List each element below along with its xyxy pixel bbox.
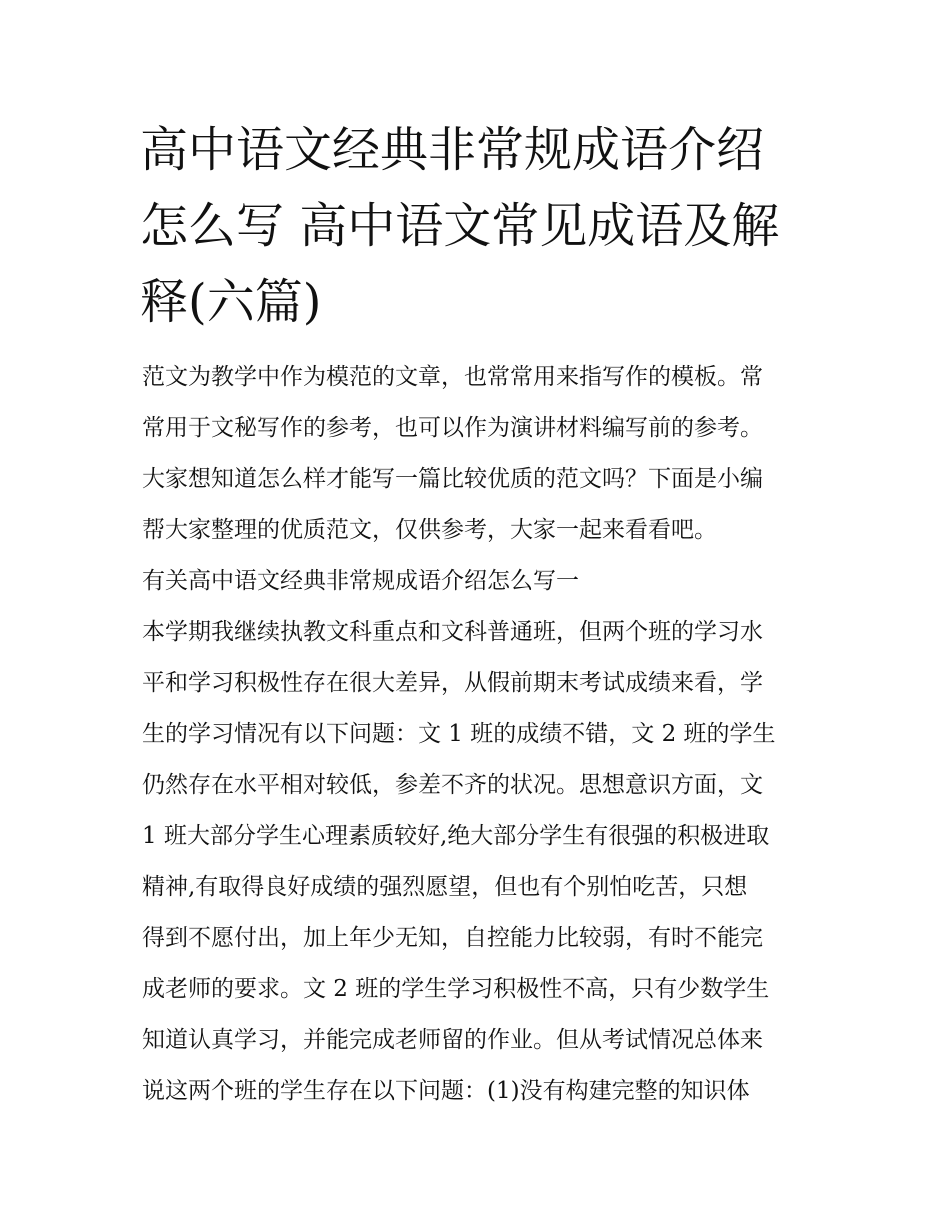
title-line: 释(六篇) [140,274,322,330]
body-line: 成老师的要求。文 2 班的学生学习积极性不高，只有少数学生 [142,976,770,1002]
body-line: 平和学习积极性存在很大差异，从假前期末考试成绩来看，学 [142,670,763,696]
body-line: 范文为教学中作为模范的文章，也常常用来指写作的模板。常 [142,364,763,390]
document-body [142,352,822,1117]
section-heading: 有关高中语文经典非常规成语介绍怎么写一 [142,568,579,594]
body-line: 大家想知道怎么样才能写一篇比较优质的范文吗？下面是小编 [142,466,763,492]
title-line: 高中语文经典非常规成语介绍 [140,122,765,178]
document-title [140,112,820,340]
body-line: 精神,有取得良好成绩的强烈愿望，但也有个别怕吃苦，只想 [142,874,748,900]
body-line: 1 班大部分学生心理素质较好,绝大部分学生有很强的积极进取 [142,823,770,849]
title-line: 怎么写 高中语文常见成语及解 [140,198,780,254]
body-line: 常用于文秘写作的参考，也可以作为演讲材料编写前的参考。 [142,415,763,441]
body-line: 知道认真学习，并能完成老师留的作业。但从考试情况总体来 [142,1027,763,1053]
body-line: 得到不愿付出，加上年少无知，自控能力比较弱，有时不能完 [142,925,763,951]
body-line: 仍然存在水平相对较低，参差不齐的状况。思想意识方面，文 [142,772,763,798]
body-line: 帮大家整理的优质范文，仅供参考，大家一起来看看吧。 [142,517,717,543]
body-line: 说这两个班的学生存在以下问题：(1)没有构建完整的知识体 [142,1078,750,1104]
body-line: 本学期我继续执教文科重点和文科普通班，但两个班的学习水 [142,619,763,645]
body-line: 生的学习情况有以下问题：文 1 班的成绩不错，文 2 班的学生 [142,721,776,747]
